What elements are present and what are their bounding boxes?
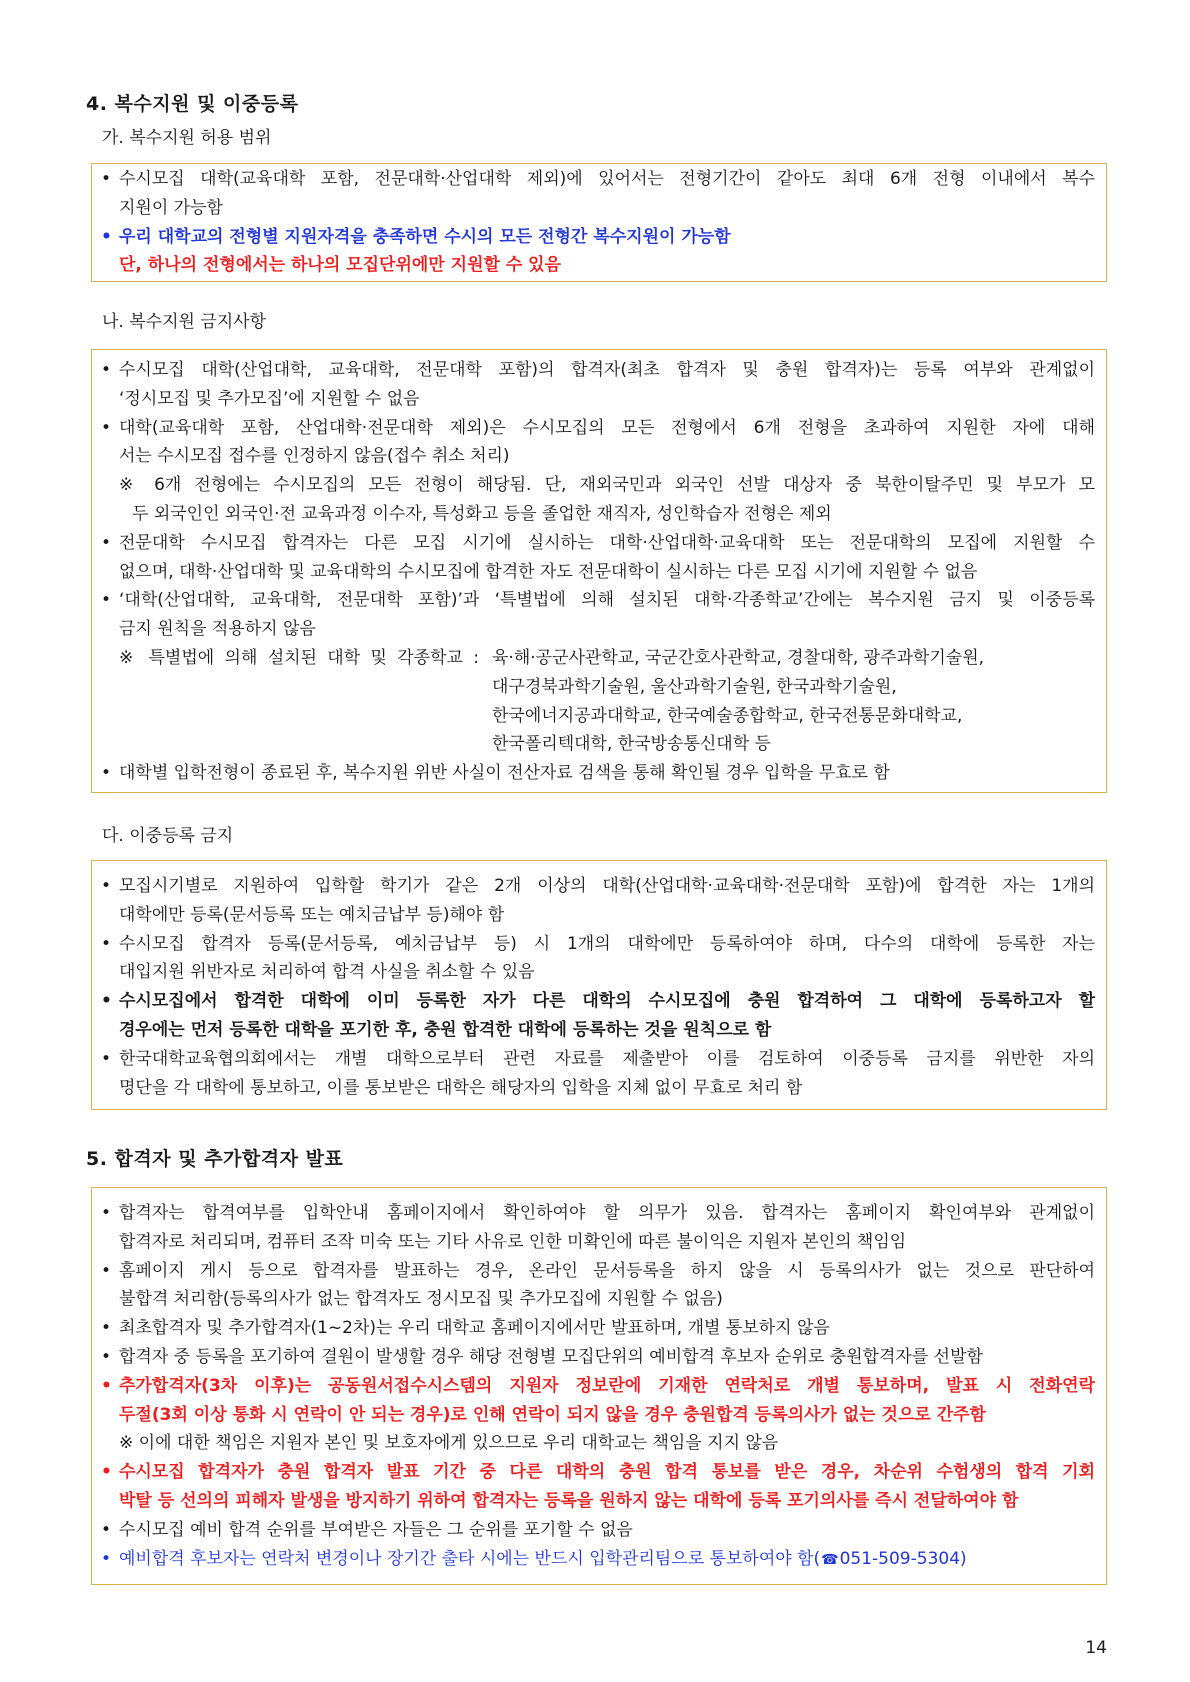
line-text: ‘대학(산업대학, 교육대학, 전문대학 포함)’과 ‘특별법에 의해 설치된 대학·각종학교’간에는 복수지원 금지 및 이중등록 bbox=[119, 590, 1095, 611]
line-text: ※ 6개 전형에는 수시모집의 모든 전형이 해당됨. 단, 재외국민과 외국인 선발 대상자 중 북한이탈주민 및 부모가 모 bbox=[119, 475, 1095, 496]
list-item bbox=[92, 529, 1106, 558]
list-item-continuation bbox=[92, 1228, 1106, 1257]
bullet-icon: • bbox=[101, 169, 112, 189]
list-item bbox=[92, 414, 1106, 443]
line-text: 금지 원칙을 적용하지 않음 bbox=[119, 619, 316, 640]
bullet-icon: • bbox=[101, 1462, 112, 1483]
note-list-line bbox=[92, 730, 1106, 759]
line-text: 대학별 입학전형이 종료된 후, 복수지원 위반 사실이 전산자료 검색을 통해 확인될 경우 입학을 무효로 함 bbox=[119, 763, 890, 784]
line-text: 불합격 처리함(등록의사가 없는 합격자도 정시모집 및 추가모집에 지원할 수 없음) bbox=[119, 1289, 723, 1310]
list-item bbox=[92, 930, 1106, 959]
line-text: 경우에는 먼저 등록한 대학을 포기한 후, 충원 합격한 대학에 등록하는 것을 원칙으로 함 bbox=[119, 1019, 772, 1040]
line-text: 수시모집 합격자가 충원 합격자 발표 기간 중 다른 대학의 충원 합격 통보를 받은 경우, 차순위 수험생의 합격 기회 bbox=[119, 1462, 1095, 1483]
list-item bbox=[92, 1372, 1106, 1401]
line-text: 수시모집 대학(산업대학, 교육대학, 전문대학 포함)의 합격자(최초 합격자 및 충원 합격자)는 등록 여부와 관계없이 bbox=[119, 360, 1095, 380]
info-box bbox=[91, 860, 1107, 1110]
note-label: ※ 특별법에 의해 설치된 대학 및 각종학교 : bbox=[119, 647, 479, 668]
list-item-continuation bbox=[92, 1016, 1106, 1045]
subsection-title: 가. 복수지원 허용 범위 bbox=[102, 128, 272, 148]
list-item bbox=[92, 1545, 1106, 1574]
line-text: 최초합격자 및 추가합격자(1~2차)는 우리 대학교 홈페이지에서만 발표하며, 개별 통보하지 않음 bbox=[119, 1318, 830, 1339]
line-text: 지원이 가능함 bbox=[119, 197, 223, 218]
subsection-title: 나. 복수지원 금지사항 bbox=[102, 312, 267, 332]
phone-icon: ☎ bbox=[821, 1551, 839, 1568]
line-text: ‘정시모집 및 추가모집’에 지원할 수 없음 bbox=[119, 388, 420, 409]
bullet-icon: • bbox=[101, 590, 112, 611]
bullet-icon: • bbox=[101, 1203, 112, 1223]
bullet-icon: • bbox=[101, 1375, 112, 1396]
line-text: 단, 하나의 전형에서는 하나의 모집단위에만 지원할 수 있음 bbox=[119, 255, 562, 276]
bullet-icon: • bbox=[101, 991, 112, 1012]
page-number: 14 bbox=[1085, 1638, 1107, 1658]
bullet-icon: • bbox=[101, 532, 112, 553]
list-item bbox=[92, 586, 1106, 615]
list-item bbox=[92, 1314, 1106, 1343]
note-line bbox=[92, 500, 1106, 529]
phone-number: 051-509-5304) bbox=[839, 1548, 967, 1569]
list-item bbox=[92, 987, 1106, 1016]
note-list-line bbox=[92, 644, 1106, 673]
line-text: 합격자는 합격여부를 입학안내 홈페이지에서 확인하여야 할 의무가 있음. 합격자는 홈페이지 확인여부와 관계없이 bbox=[119, 1203, 1095, 1223]
list-item-continuation bbox=[92, 558, 1106, 587]
list-item-continuation bbox=[92, 958, 1106, 987]
note-entry: 한국폴리텍대학, 한국방송통신대학 등 bbox=[492, 734, 771, 755]
bullet-icon: • bbox=[101, 1048, 112, 1069]
bullet-icon: • bbox=[101, 1519, 112, 1540]
bullet-icon: • bbox=[101, 1548, 112, 1569]
line-text: 수시모집에서 합격한 대학에 이미 등록한 자가 다른 대학의 수시모집에 충원 합격하여 그 대학에 등록하고자 할 bbox=[119, 991, 1095, 1012]
list-item bbox=[92, 1199, 1106, 1228]
section-heading: 5. 합격자 및 추가합격자 발표 bbox=[86, 1148, 344, 1170]
list-item bbox=[92, 1458, 1106, 1487]
line-text: 서는 수시모집 접수를 인정하지 않음(접수 취소 처리) bbox=[119, 446, 510, 467]
bullet-icon: • bbox=[101, 226, 112, 247]
note-line bbox=[92, 471, 1106, 500]
line-text: 전문대학 수시모집 합격자는 다른 모집 시기에 실시하는 대학·산업대학·교육대학 또는 전문대학의 모집에 지원할 수 bbox=[119, 532, 1095, 553]
bullet-icon: • bbox=[101, 876, 112, 896]
line-text: ※ 이에 대한 책임은 지원자 본인 및 보호자에게 있으므로 우리 대학교는 책임을 지지 않음 bbox=[119, 1433, 779, 1454]
bullet-icon: • bbox=[101, 763, 112, 784]
line-text: 두 외국인인 외국인·전 교육과정 이수자, 특성화고 등을 졸업한 재직자, 성인학습자 전형은 제외 bbox=[132, 503, 832, 524]
line-text: 두절(3회 이상 통화 시 연락이 안 되는 경우)로 인해 연락이 되지 않을 경우 충원합격 등록의사가 없는 것으로 간주함 bbox=[119, 1404, 986, 1425]
line-text: 수시모집 예비 합격 순위를 부여받은 자들은 그 순위를 포기할 수 없음 bbox=[119, 1519, 633, 1540]
line-text: 대학(교육대학 포함, 산업대학·전문대학 제외)은 수시모집의 모든 전형에서 6개 전형을 초과하여 지원한 자에 대해 bbox=[119, 417, 1095, 438]
list-item-continuation bbox=[92, 1401, 1106, 1430]
line-text: 명단을 각 대학에 통보하고, 이를 통보받은 대학은 해당자의 입학을 지체 없이 무효로 처리 함 bbox=[119, 1077, 803, 1098]
list-item-continuation bbox=[92, 1487, 1106, 1516]
note-entry: 대구경북과학기술원, 울산과학기술원, 한국과학기술원, bbox=[492, 676, 897, 697]
list-item-continuation bbox=[92, 901, 1106, 930]
list-item-continuation bbox=[92, 385, 1106, 414]
subsection-title: 다. 이중등록 금지 bbox=[102, 826, 234, 846]
bullet-icon: • bbox=[101, 1260, 112, 1281]
info-box bbox=[91, 349, 1107, 793]
list-item bbox=[92, 223, 1106, 252]
list-item bbox=[92, 1516, 1106, 1545]
list-item-continuation bbox=[92, 1285, 1106, 1314]
line-text: 합격자로 처리되며, 컴퓨터 조작 미숙 또는 기타 사유로 인한 미확인에 따른 불이익은 지원자 본인의 책임임 bbox=[119, 1231, 907, 1252]
list-item-continuation bbox=[92, 1074, 1106, 1103]
list-item-continuation bbox=[92, 194, 1106, 223]
list-item bbox=[92, 759, 1106, 788]
list-item bbox=[92, 872, 1106, 901]
note-entry: 한국에너지공과대학교, 한국예술종합학교, 한국전통문화대학교, bbox=[492, 705, 963, 726]
line-text: 모집시기별로 지원하여 입학할 학기가 같은 2개 이상의 대학(산업대학·교육대학·전문대학 포함)에 합격한 자는 1개의 bbox=[119, 876, 1095, 896]
bullet-icon: • bbox=[101, 1318, 112, 1339]
line-text: 추가합격자(3차 이후)는 공동원서접수시스템의 지원자 정보란에 기재한 연락처로 개별 통보하며, 발표 시 전화연락 bbox=[119, 1375, 1095, 1396]
line-text: 없으며, 대학·산업대학 및 교육대학의 수시모집에 합격한 자도 전문대학이 실시하는 다른 모집 시기에 지원할 수 없음 bbox=[119, 561, 978, 582]
bullet-icon: • bbox=[101, 933, 112, 954]
continuation-line bbox=[92, 251, 1106, 280]
list-item bbox=[92, 1257, 1106, 1286]
list-item bbox=[92, 165, 1106, 194]
line-text: 우리 대학교의 전형별 지원자격을 충족하면 수시의 모든 전형간 복수지원이 가능함 bbox=[119, 226, 731, 247]
line-text: 대입지원 위반자로 처리하여 합격 사실을 취소할 수 있음 bbox=[119, 962, 535, 983]
bullet-icon: • bbox=[101, 1346, 112, 1367]
section-heading: 4. 복수지원 및 이중등록 bbox=[86, 93, 299, 115]
line-text: 홈페이지 게시 등으로 합격자를 발표하는 경우, 온라인 문서등록을 하지 않을 시 등록의사가 없는 것으로 판단하여 bbox=[119, 1260, 1095, 1281]
note-line bbox=[92, 1429, 1106, 1458]
list-item-continuation bbox=[92, 615, 1106, 644]
list-item bbox=[92, 356, 1106, 385]
info-box bbox=[91, 163, 1107, 282]
line-text: 합격자 중 등록을 포기하여 결원이 발생할 경우 해당 전형별 모집단위의 예비합격 후보자 순위로 충원합격자를 선발함 bbox=[119, 1346, 983, 1367]
note-list-line bbox=[92, 702, 1106, 731]
bullet-icon: • bbox=[101, 417, 112, 438]
info-box bbox=[91, 1187, 1107, 1585]
bullet-icon: • bbox=[101, 360, 112, 380]
line-text: 한국대학교육협의회에서는 개별 대학으로부터 관련 자료를 제출받아 이를 검토하여 이중등록 금지를 위반한 자의 bbox=[119, 1048, 1095, 1069]
note-list-line bbox=[92, 673, 1106, 702]
list-item bbox=[92, 1343, 1106, 1372]
line-text: 박탈 등 선의의 피해자 발생을 방지하기 위하여 합격자는 등록을 원하지 않는 대학에 등록 포기의사를 즉시 전달하여야 함 bbox=[119, 1490, 1019, 1511]
line-text: 대학에만 등록(문서등록 또는 예치금납부 등)해야 함 bbox=[119, 904, 505, 925]
line-text: 예비합격 후보자는 연락처 변경이나 장기간 출타 시에는 반드시 입학관리팀으로 통보하여야 함( bbox=[119, 1548, 821, 1569]
line-text: 수시모집 대학(교육대학 포함, 전문대학·산업대학 제외)에 있어서는 전형기간이 같아도 최대 6개 전형 이내에서 복수 bbox=[119, 169, 1095, 189]
note-entry: 육·해·공군사관학교, 국군간호사관학교, 경찰대학, 광주과학기술원, bbox=[492, 647, 985, 668]
list-item-continuation bbox=[92, 442, 1106, 471]
line-text: 수시모집 합격자 등록(문서등록, 예치금납부 등) 시 1개의 대학에만 등록하여야 하며, 다수의 대학에 등록한 자는 bbox=[119, 933, 1095, 954]
list-item bbox=[92, 1045, 1106, 1074]
